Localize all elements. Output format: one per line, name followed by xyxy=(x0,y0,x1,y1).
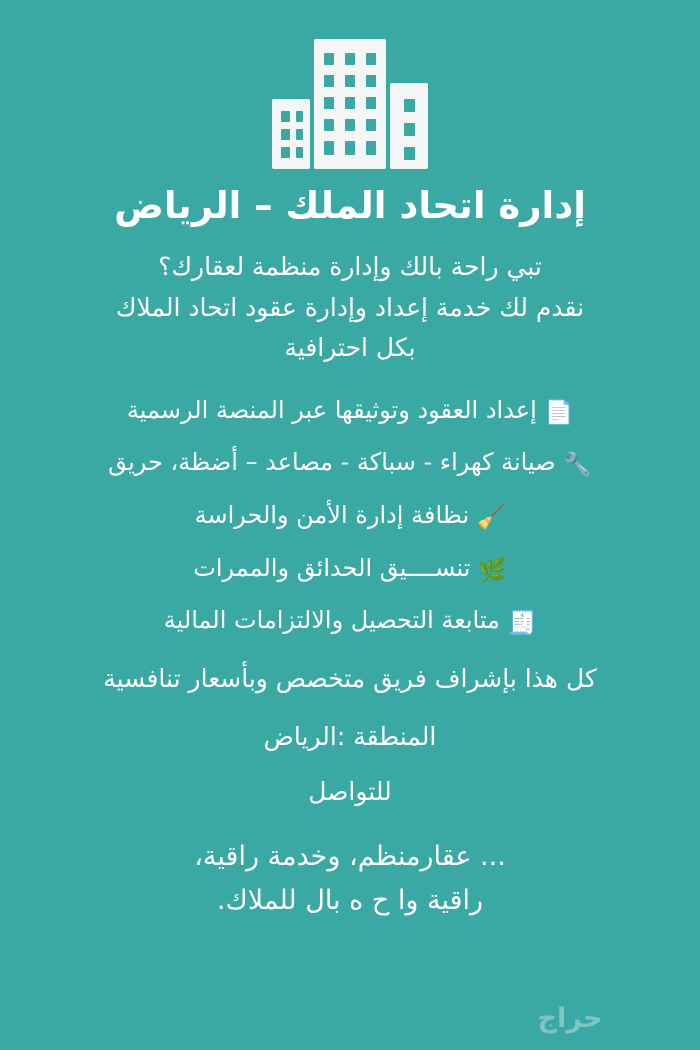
window xyxy=(366,119,376,131)
window xyxy=(345,119,355,131)
window xyxy=(281,147,290,158)
closing-statement: كل هذا بإشراف فريق متخصص وبأسعار تنافسية xyxy=(103,664,597,694)
watermark-logo: حراج xyxy=(537,1003,603,1034)
leaf-icon: 🌿 xyxy=(478,557,507,584)
window xyxy=(324,119,334,131)
building-left xyxy=(272,99,310,169)
window xyxy=(281,129,290,140)
intro-line-1: تبي راحة بالك وإدارة منظمة لعقارك؟ xyxy=(158,252,542,282)
wrench-icon: 🔧 xyxy=(563,452,592,479)
buildings-icon xyxy=(272,39,428,169)
window xyxy=(345,97,355,109)
window xyxy=(345,75,355,87)
tagline-line-1: ... عقارمنظم، وخدمة راقية، xyxy=(194,840,506,872)
intro-line-2: نقدم لك خدمة إعداد وإدارة عقود اتحاد الملاك xyxy=(115,292,585,322)
list-item-label: نظافة إدارة الأمن والحراسة xyxy=(194,501,470,530)
window xyxy=(296,147,303,158)
window xyxy=(366,53,376,65)
region-label: المنطقة :الرياض xyxy=(263,721,437,751)
window xyxy=(296,129,303,140)
window xyxy=(366,141,376,155)
building-right xyxy=(390,83,428,169)
window xyxy=(366,97,376,109)
building-center xyxy=(314,39,386,169)
list-item xyxy=(30,603,670,640)
window xyxy=(281,111,290,122)
buildings-icon-wrapper xyxy=(272,34,428,169)
intro-line-3: بكل احترافية xyxy=(284,333,416,363)
door xyxy=(345,141,355,155)
window xyxy=(345,53,355,65)
tagline-line-2: راقية وا ح ه بال للملاك. xyxy=(216,885,484,917)
list-item xyxy=(30,393,670,430)
list-item xyxy=(30,445,670,482)
window xyxy=(404,147,415,160)
window xyxy=(404,99,415,112)
list-item-label: إعداد العقود وتوثيقها عبر المنصة الرسمية xyxy=(126,395,537,424)
window xyxy=(324,75,334,87)
page-title: إدارة اتحاد الملك – الرياض xyxy=(114,184,586,227)
window xyxy=(296,111,303,122)
document-icon: 📄 xyxy=(544,399,574,426)
list-item xyxy=(30,498,670,535)
receipt-icon: 🧾 xyxy=(507,610,537,637)
broom-icon: 🧹 xyxy=(476,505,506,532)
window xyxy=(324,53,334,65)
list-item-label: تنســــيق الحدائق والممرات xyxy=(193,553,471,582)
window xyxy=(324,141,334,155)
contact-label: للتواصل xyxy=(308,777,392,807)
window xyxy=(366,75,376,87)
list-item-label: صيانة كهراء - سباكة - مصاعد – أضظة، حريق xyxy=(108,448,556,477)
list-item-label: متابعة التحصيل والالتزامات المالية xyxy=(163,606,500,635)
window xyxy=(324,97,334,109)
features-list xyxy=(30,393,670,656)
window xyxy=(404,123,415,136)
list-item xyxy=(30,551,670,588)
